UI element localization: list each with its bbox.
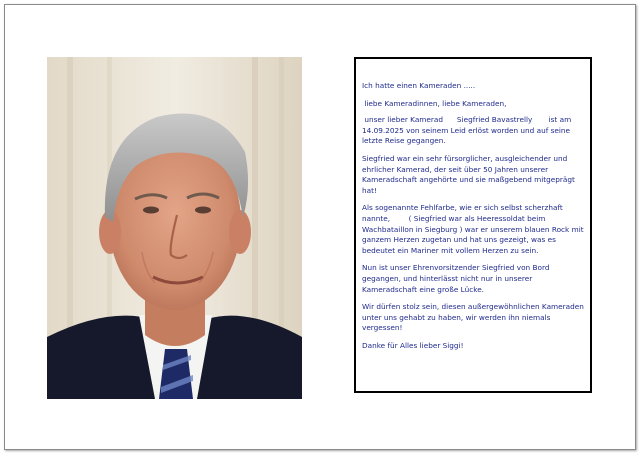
memorial-text-box <box>354 57 592 393</box>
text-thanks: Danke für Alles lieber Siggi! <box>362 340 464 350</box>
text-honorary-chair: Nun ist unser Ehrenvorsitzender Siegfried von Bord gegangen, und hinterlässt nicht nur in unserer Kameradschaft eine große Lücke. <box>362 263 552 294</box>
text-character: Siegfried war ein sehr fürsorglicher, ausgleichender und ehrlicher Kamerad, der seit über 50 Jahren unserer Kameradschaft angehörte und sie maßgebend mitgeprägt hat! <box>362 153 578 195</box>
text-fehlfarbe: Als sogenannte Fehlfarbe, wie er sich selbst scherzhaft nannte, ( Siegfried war als Heeressoldat beim Wachbataillon in Siegburg ) war er unserem blauen Rock mit ganzem Herzen zugetan und hat uns gezeigt, was es bedeutet ein Mariner mit vollem Herzen zu sein. <box>362 203 586 255</box>
text-announcement: unser lieber Kamerad Siegfried Bavastrelly ist am 14.09.2025 von seinem Leid erlöst worden und auf seine letzte Reise gegangen. <box>362 115 574 146</box>
portrait-photo <box>47 57 302 399</box>
text-opening-line: Ich hatte einen Kameraden ..... <box>362 81 476 90</box>
text-greeting: liebe Kameradinnen, liebe Kameraden, <box>362 98 507 108</box>
text-remembrance: Wir dürfen stolz sein, diesen außergewöhnlichen Kameraden unter uns gehabt zu haben, wir werden ihn niemals vergessen! <box>362 302 587 333</box>
